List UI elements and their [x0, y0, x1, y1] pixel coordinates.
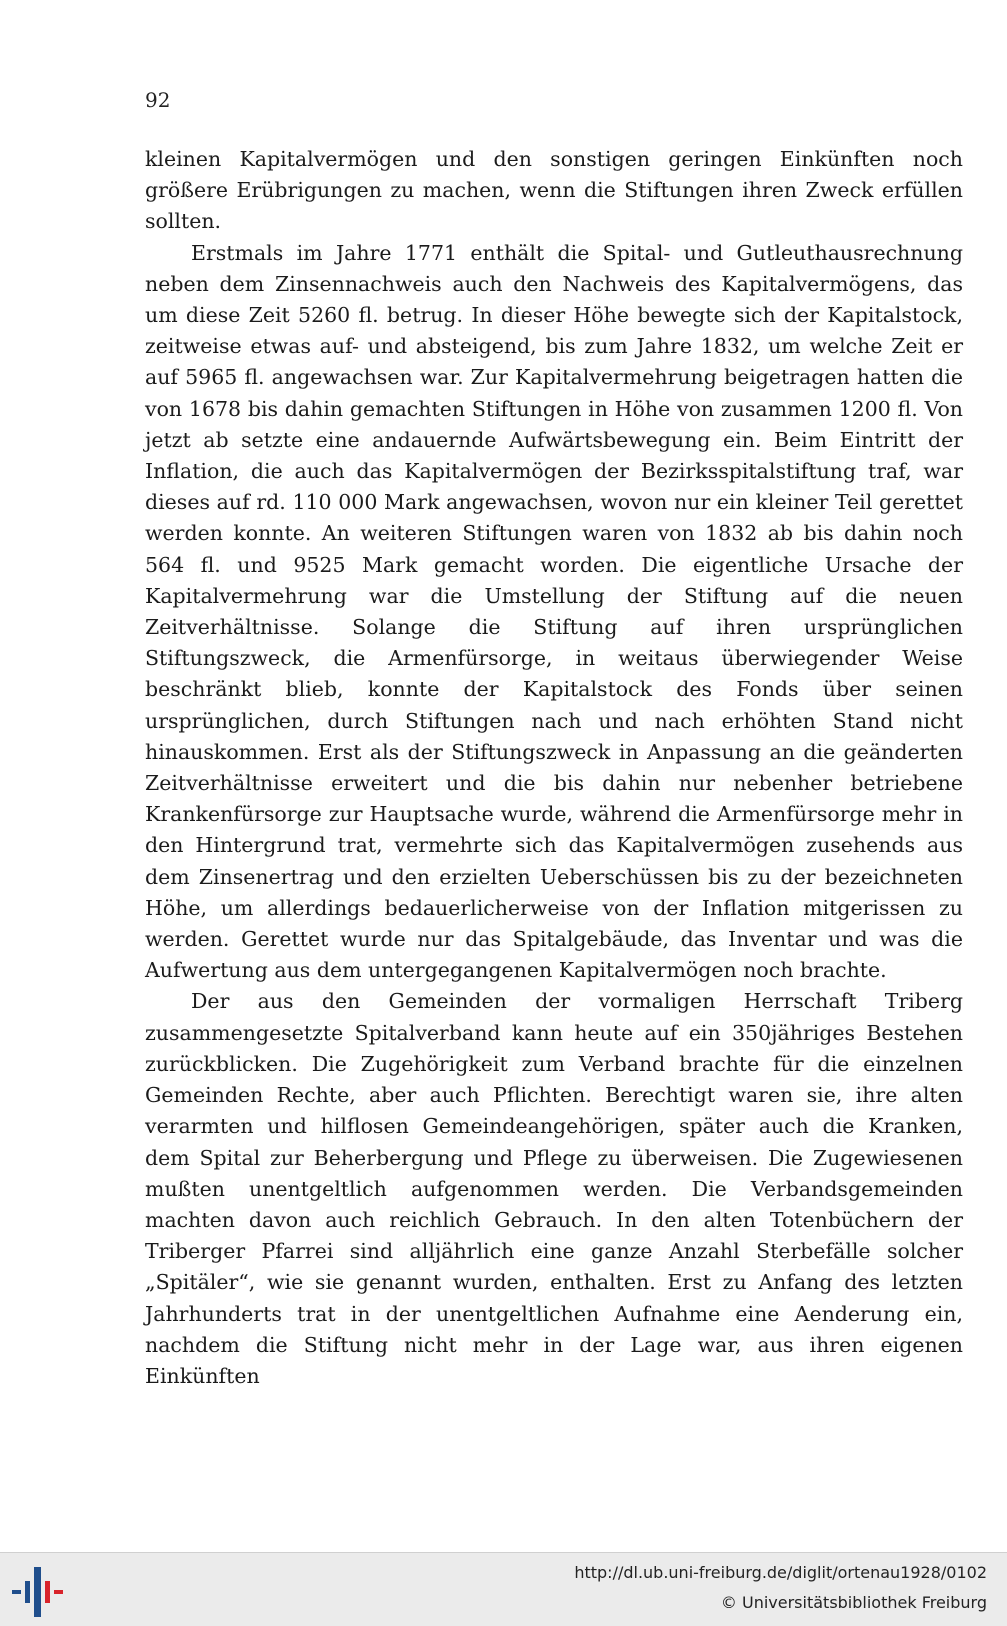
- viewer-footer: [0, 1552, 1007, 1626]
- paragraph-2: Erstmals im Jahre 1771 enthält die Spital- und Gutleuthausrechnung neben dem Zinsennachweis auch den Nachweis des Kapitalvermögens, das um diese Zeit 5260 fl. betrug. In dieser Höhe bewegte sich der Kapitalstock, zeitweise etwas auf- und absteigend, bis zum Jahre 1832, um welche Zeit er auf 5965 fl. angewachsen war. Zur Kapitalvermehrung beigetragen hatten die von 1678 bis dahin gemachten Stiftungen in Höhe von zusammen 1200 fl. Von jetzt ab setzte eine andauernde Aufwärtsbewegung ein. Beim Eintritt der Inflation, die auch das Kapitalvermögen der Bezirksspitalstiftung traf, war dieses auf rd. 110 000 Mark angewachsen, wovon nur ein kleiner Teil gerettet werden konnte. An weiteren Stiftungen waren von 1832 ab bis dahin noch 564 fl. und 9525 Mark gemacht worden. Die eigentliche Ursache der Kapitalvermehrung war die Umstellung der Stiftung auf die neuen Zeitverhältnisse. Solange die Stiftung auf ihren ursprünglichen Stiftungszweck, die Armenfürsorge, in weitaus überwiegender Weise beschränkt blieb, konnte der Kapitalstock des Fonds über seinen ursprünglichen, durch Stiftungen nach und nach erhöhten Stand nicht hinauskommen. Erst als der Stiftungszweck in Anpassung an die geänderten Zeitverhältnisse erweitert und die bis dahin nur nebenher betriebene Krankenfürsorge zur Hauptsache wurde, während die Armenfürsorge mehr in den Hintergrund trat, vermehrte sich das Kapitalvermögen zusehends aus dem Zinsenertrag und den erzielten Ueberschüssen bis zu der bezeichneten Höhe, um allerdings bedauerlicherweise von der Inflation mitgerissen zu werden. Gerettet wurde nur das Spitalgebäude, das Inventar und was die Aufwertung aus dem untergegangenen Kapitalvermögen noch brachte.: [145, 240, 963, 983]
- paragraph-3: Der aus den Gemeinden der vormaligen Herrschaft Triberg zusammengesetzte Spitalverband kann heute auf ein 350jähriges Bestehen zurückblicken. Die Zugehörigkeit zum Verband brachte für die einzelnen Gemeinden Rechte, aber auch Pflichten. Berechtigt waren sie, ihre alten verarmten und hilflosen Gemeindeangehörigen, später auch die Kranken, dem Spital zur Beherbergung und Pflege zu überweisen. Die Zugewiesenen mußten unentgeltlich aufgenommen werden. Die Verbandsgemeinden machten davon auch reichlich Gebrauch. In den alten Totenbüchern der Triberger Pfarrei sind alljährlich eine ganze Anzahl Sterbefälle solcher „Spitäler“, wie sie genannt wurden, enthalten. Erst zu Anfang des letzten Jahrhunderts trat in der unentgeltlichen Aufnahme eine Aenderung ein, nachdem die Stiftung nicht mehr in der Lage war, aus ihren eigenen Einkünften: [145, 989, 963, 1388]
- paragraph-1: kleinen Kapitalvermögen und den sonstigen geringen Einkünften noch größere Erübrigungen zu machen, wenn die Stiftungen ihren Zweck erfüllen sollten.: [145, 147, 963, 234]
- body-text: [145, 144, 963, 1392]
- permalink-url[interactable]: http://dl.ub.uni-freiburg.de/diglit/ortenau1928/0102: [574, 1563, 987, 1582]
- copyright-text: © Universitätsbibliothek Freiburg: [720, 1593, 987, 1612]
- page-number: 92: [145, 88, 171, 112]
- university-library-logo-icon: [12, 1567, 64, 1617]
